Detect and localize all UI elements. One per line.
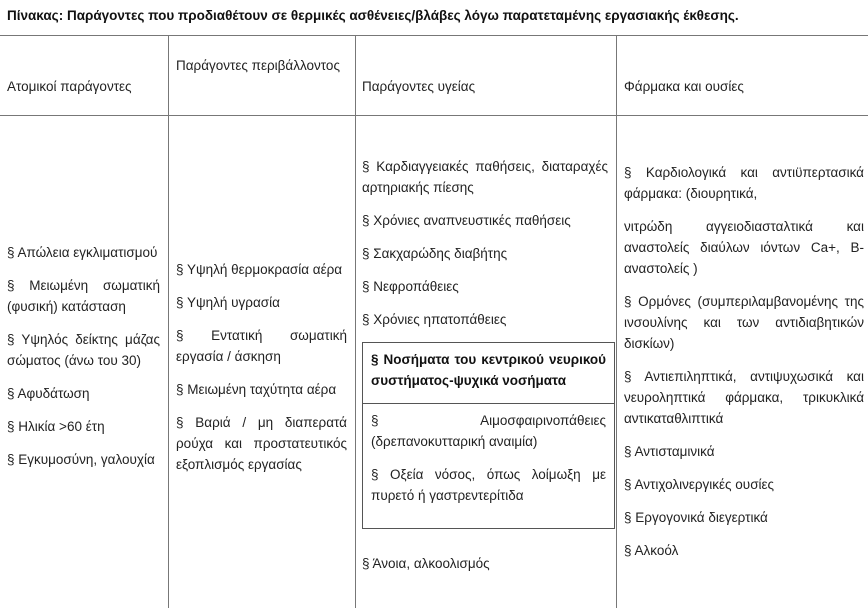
list-item: § Αφυδάτωση bbox=[7, 386, 90, 401]
list-item: § Άνοια, αλκοολισμός bbox=[362, 556, 490, 571]
list-item: § Αντισταμινικά bbox=[624, 444, 715, 459]
list-item: § Καρδιολογικά και αντιϋπερτασικά φάρμακα: (διουρητικά, bbox=[624, 165, 864, 201]
list-item: § Υψηλή θερμοκρασία αέρα bbox=[176, 262, 343, 277]
individual-factors-cell bbox=[7, 242, 160, 482]
table-caption: Πίνακας: Παράγοντες που προδιαθέτουν σε θερμικές ασθένειες/βλάβες λόγω παρατεταμένης εργασιακής έκθεσης. bbox=[7, 8, 739, 23]
list-item: § Αντιχολινεργικές ουσίες bbox=[624, 477, 775, 492]
list-item: § Ηλικία >60 έτη bbox=[7, 419, 105, 434]
header-individual: Ατομικοί παράγοντες bbox=[7, 79, 132, 94]
nested-row bbox=[363, 343, 614, 391]
nested-table bbox=[362, 342, 615, 529]
list-item: § Μειωμένη σωματική (φυσική) κατάσταση bbox=[7, 278, 160, 314]
list-item: § Αλκοόλ bbox=[624, 543, 679, 558]
header-health: Παράγοντες υγείας bbox=[362, 79, 476, 94]
list-item: § Αιμοσφαιρινοπάθειες (δρεπανοκυτταρική αναιμία) bbox=[371, 413, 606, 449]
health-factors-cell bbox=[362, 156, 608, 586]
list-item: § Χρόνιες αναπνευστικές παθήσεις bbox=[362, 213, 571, 228]
list-item: § Εγκυμοσύνη, γαλουχία bbox=[7, 452, 155, 467]
header-bottom-border bbox=[0, 115, 868, 116]
header-environment: Παράγοντες περιβάλλοντος bbox=[176, 58, 340, 73]
list-item: § Καρδιαγγειακές παθήσεις, διαταραχές αρτηριακής πίεσης bbox=[362, 159, 608, 195]
list-item: § Υψηλή υγρασία bbox=[176, 295, 280, 310]
list-item: § Νεφροπάθειες bbox=[362, 279, 459, 294]
list-item: § Νοσήματα του κεντρικού νευρικού συστήματος-ψυχικά νοσήματα bbox=[371, 352, 606, 388]
list-item: § Υψηλός δείκτης μάζας σώματος (άνω του 30) bbox=[7, 332, 160, 368]
list-item: § Μειωμένη ταχύτητα αέρα bbox=[176, 382, 337, 397]
list-item: νιτρώδη αγγειοδιασταλτικά και αναστολείς διαύλων ιόντων Ca+, Β-αναστολείς ) bbox=[624, 219, 864, 276]
nested-row bbox=[363, 403, 614, 506]
list-item: § Εντατική σωματική εργασία / άσκηση bbox=[176, 328, 347, 364]
drugs-cell bbox=[624, 162, 864, 573]
column-divider bbox=[355, 35, 356, 608]
table-top-border bbox=[0, 35, 868, 36]
list-item: § Απώλεια εγκλιματισμού bbox=[7, 245, 158, 260]
column-divider bbox=[168, 35, 169, 608]
list-item: § Βαριά / μη διαπερατά ρούχα και προστατευτικός εξοπλισμός εργασίας bbox=[176, 415, 347, 472]
list-item: § Ορμόνες (συμπεριλαμβανομένης της ινσουλίνης και των αντιδιαβητικών δισκίων) bbox=[624, 294, 864, 351]
list-item: § Χρόνιες ηπατοπάθειες bbox=[362, 312, 507, 327]
header-drugs: Φάρμακα και ουσίες bbox=[624, 79, 744, 94]
list-item: § Οξεία νόσος, όπως λοίμωξη με πυρετό ή γαστρεντερίτιδα bbox=[371, 467, 606, 503]
list-item: § Αντιεπιληπτικά, αντιψυχωσικά και νευροληπτικά φάρμακα, τρικυκλικά αντικαταθλιπτικά bbox=[624, 369, 864, 426]
list-item: § Εργογονικά διεγερτικά bbox=[624, 510, 768, 525]
column-divider bbox=[616, 35, 617, 608]
environment-factors-cell bbox=[176, 259, 347, 487]
list-item: § Σακχαρώδης διαβήτης bbox=[362, 246, 508, 261]
